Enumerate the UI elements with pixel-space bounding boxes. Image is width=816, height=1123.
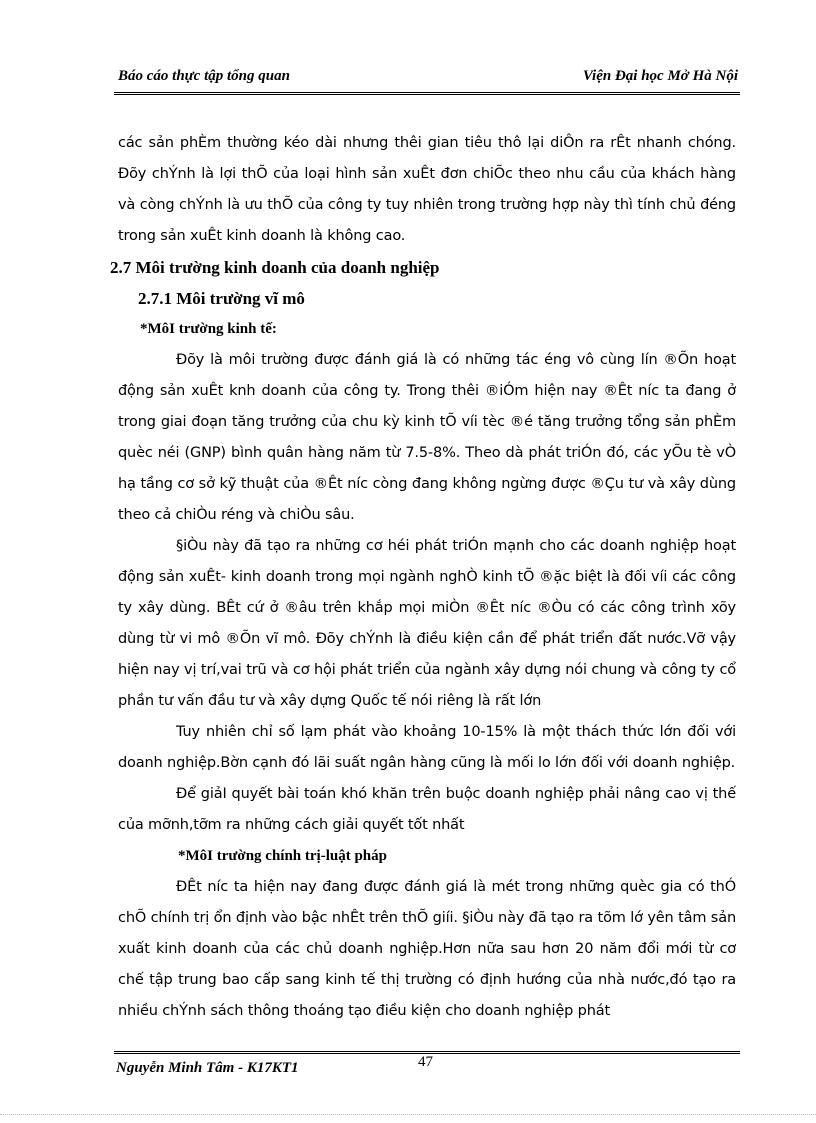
- header-institution: Viện Đại học Mở Hà Nội: [582, 68, 738, 84]
- paragraph-economic-3: Tuy nhiên chỉ số lạm phát vào khoảng 10-15% là một thách thức lớn đối với doanh nghiệp.Bờn cạnh đó lãi suất ngân hàng cũng là mối lo lớn đối với doanh nghiệp.: [118, 724, 736, 771]
- page-bottom-edge: [0, 1114, 816, 1115]
- topic-heading-political: *MôI trường chính trị-luật pháp: [178, 848, 387, 864]
- section-heading-2-7: 2.7 Môi trường kinh doanh của doanh nghiệp: [110, 258, 440, 277]
- page-number: 47: [418, 1054, 433, 1070]
- paragraph-intro: các sản phÈm thường kéo dài nhưng thêi gian tiêu thô lại diÔn ra rÊt nhanh chóng. Đõy chÝnh là lợi thÕ của loại hình sản xuÊt đơn chiÕc theo nhu cầu của khách hàng và còng chÝnh là ưu thÕ của công ty tuy nhiên trong trường hợp này thì tính chủ đéng trong sản xuÊt kinh doanh là không cao.: [118, 135, 736, 244]
- subsection-heading-2-7-1: 2.7.1 Môi trường vĩ mô: [138, 289, 305, 308]
- paragraph-economic-2: §iÒu này đã tạo ra những cơ héi phát triÓn mạnh cho các doanh nghiệp hoạt động sản xuÊt- kinh doanh trong mọi ngành nghÒ kinh tÕ ®ặc biệt là đối víi các công ty xây dùng. BÊt cứ ở ®âu trên khắp mọi miÒn ®Êt níc ®Òu có các công trình xõy dùng từ vi mô ®Õn vĩ mô. Đõy chÝnh là điều kiện cần để phát triển đất nước.Vỡ vậy hiện nay vị trí,vai trũ và cơ hội phát triển của ngành xây dựng nói chung và công ty cổ phần tư vấn đầu tư và xây dựng Quốc tế nói riêng là rất lớn: [118, 538, 736, 709]
- header-report-title: Báo cáo thực tập tổng quan: [118, 68, 290, 84]
- paragraph-economic-1: Đõy là môi trường được đánh giá là có những tác éng vô cùng lín ®Õn hoạt động sản xuÊt knh doanh của công ty. Trong thêi ®iÓm hiện nay ®Êt níc ta đang ở trong giai đoạn tăng trưởng của chu kỳ kinh tÕ víi tèc ®é tăng trưởng tổng sản phÈm quèc néi (GNP) bình quân hàng năm từ 7.5-8%. Theo dà phát triÓn đó, các yÕu tè vÒ hạ tầng cơ sở kỹ thuật của ®Êt níc còng đang không ngừng được ®Çu tư và xây dùng theo cả chiÒu réng và chiÒu sâu.: [118, 352, 736, 523]
- footer-author: Nguyễn Minh Tâm - K17KT1: [116, 1060, 299, 1076]
- paragraph-economic-4: Để giảI quyết bài toán khó khăn trên buộc doanh nghiệp phải nâng cao vị thế của mỡnh,tỡm ra những cách giải quyết tốt nhất: [118, 786, 736, 833]
- document-body: [110, 128, 736, 1027]
- paragraph-political-1: ĐÊt níc ta hiện nay đang được đánh giá là mét trong những quèc gia có thÓ chÕ chính trị ổn định vào bậc nhÊt trên thÕ giíi. §iÒu này đã tạo ra tõm lớ yên tâm sản xuất kinh doanh của các chủ doanh nghiệp.Hơn nữa sau hơn 20 năm đổi mới từ cơ chế tập trung bao cấp sang kinh tế thị trường có định hướng của nhà nước,đó tạo ra nhiều chÝnh sách thông thoáng tạo điều kiện cho doanh nghiệp phát: [118, 879, 736, 1019]
- topic-heading-economic: *MôI trường kinh tế:: [140, 321, 277, 337]
- page-header: [114, 64, 740, 95]
